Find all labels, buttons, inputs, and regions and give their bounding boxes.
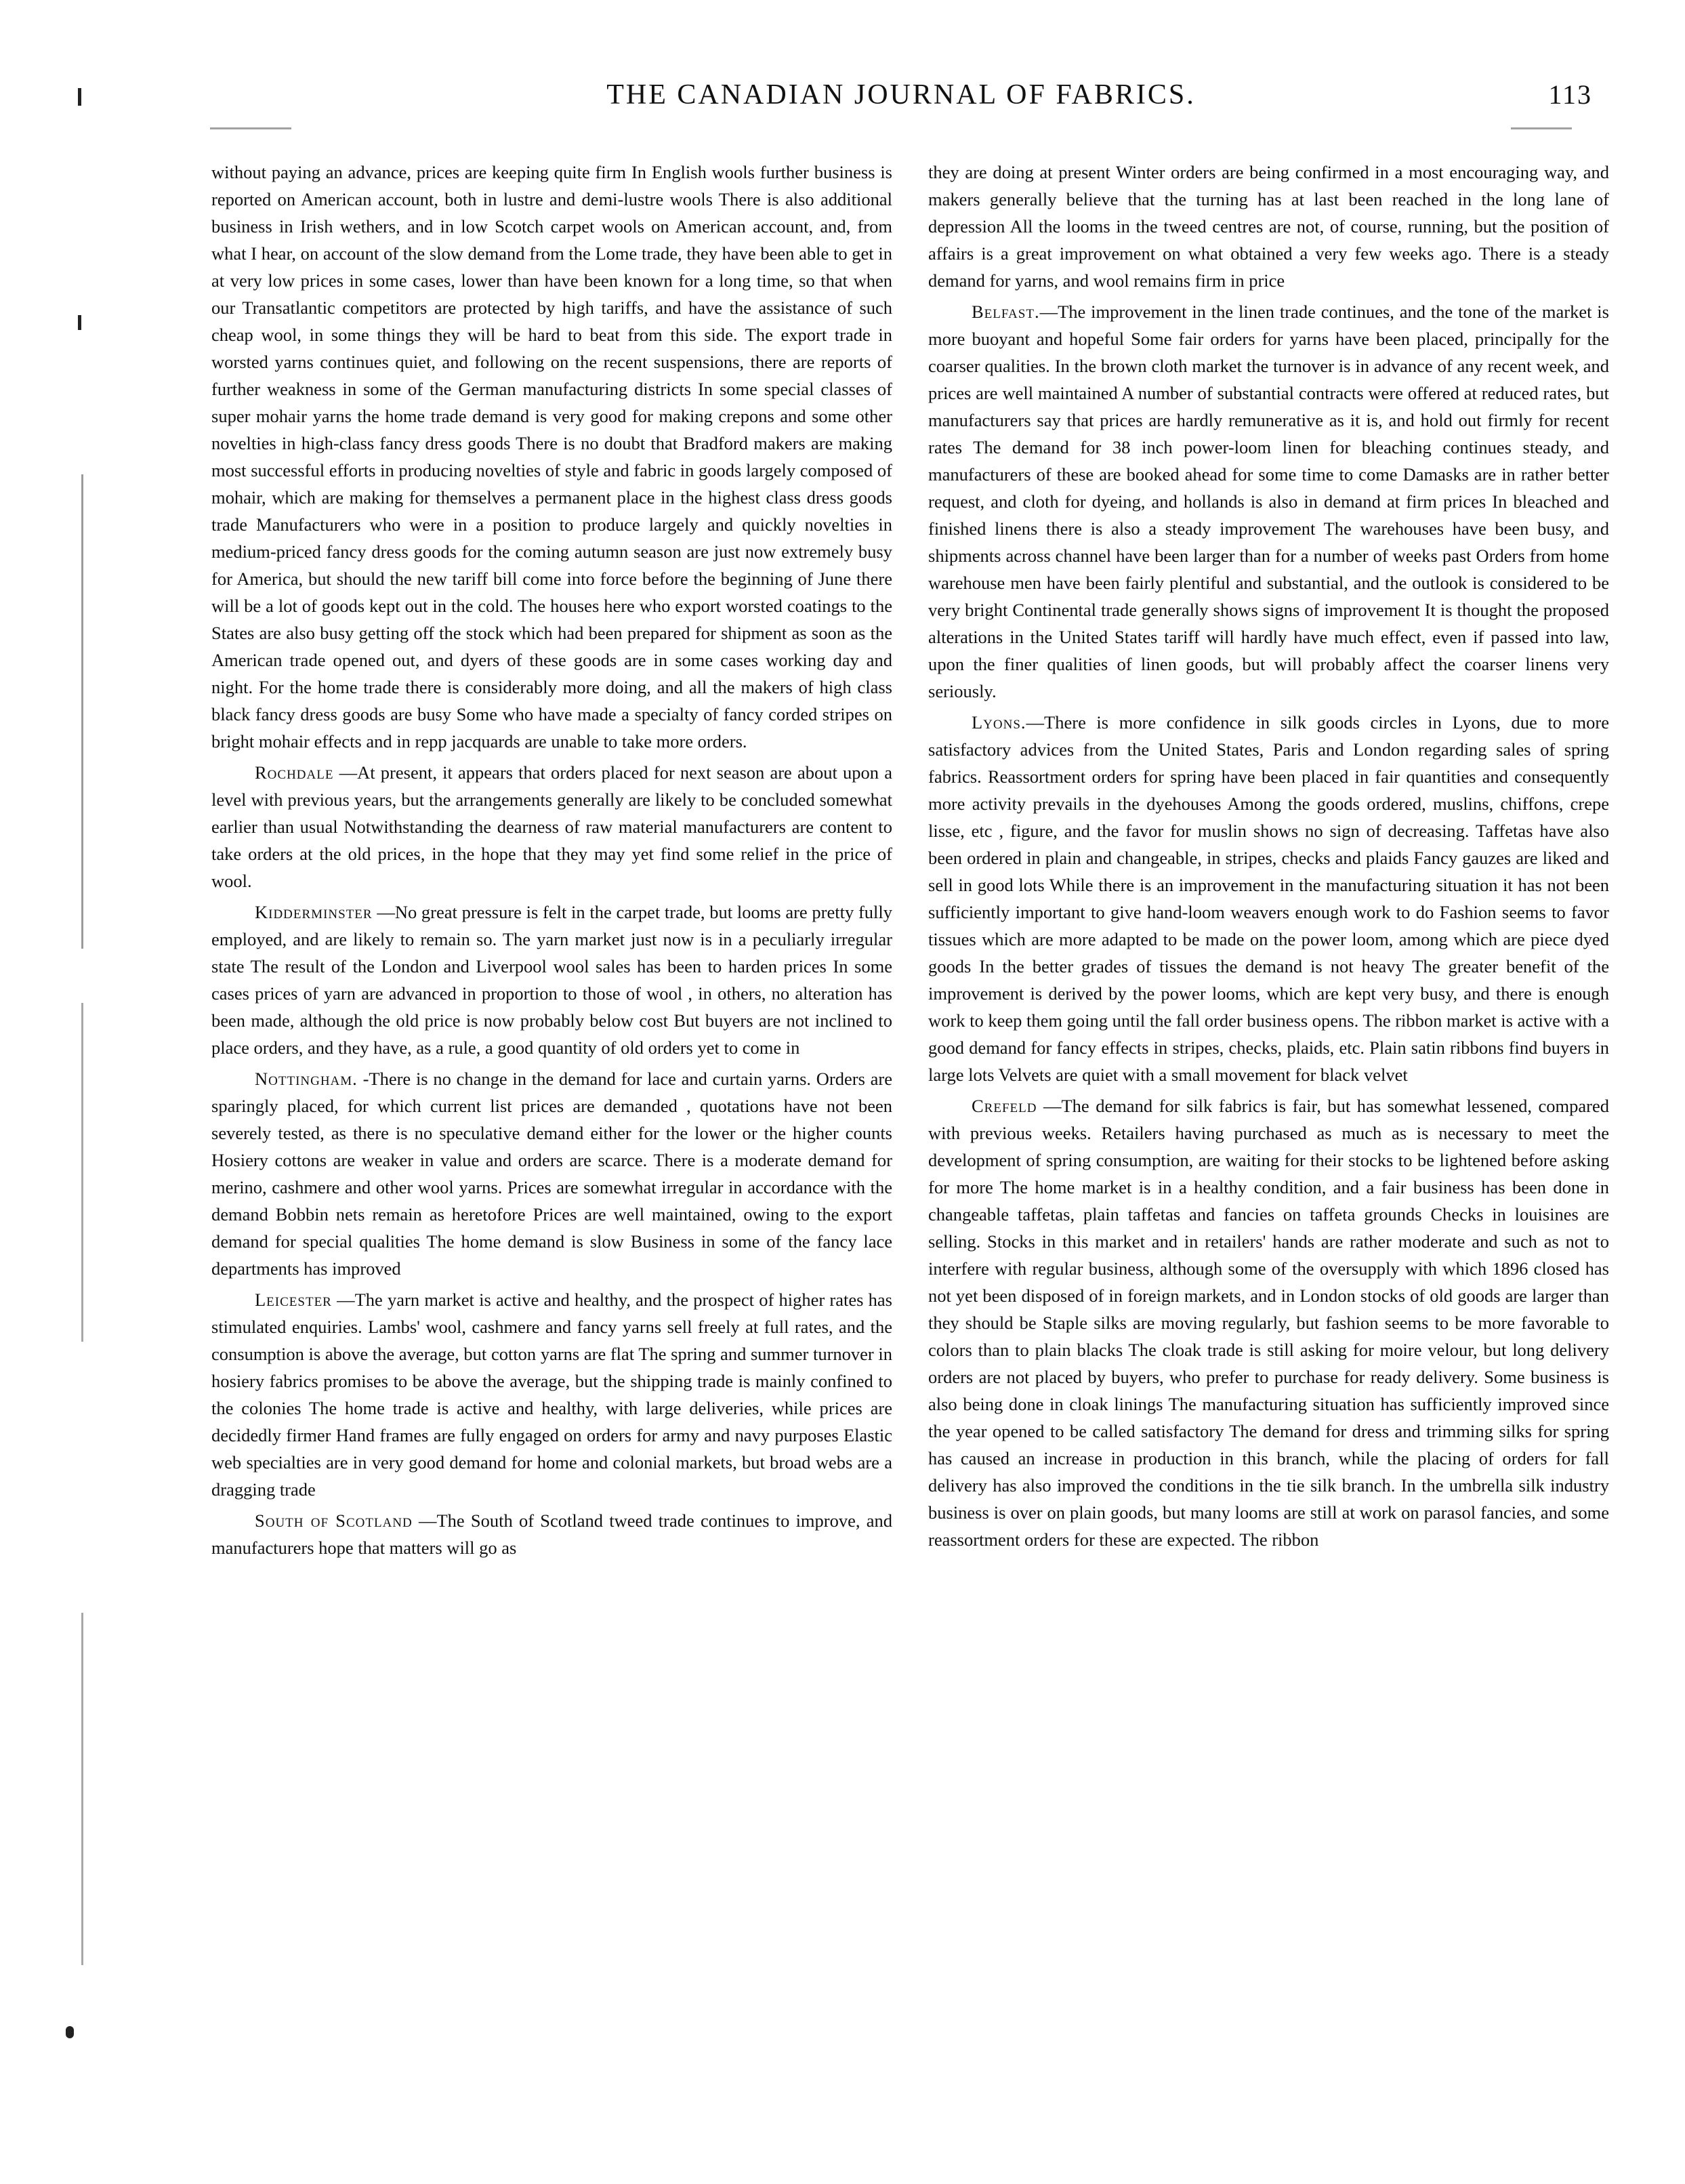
- paragraph-text: —The yarn market is active and healthy, and the prospect of higher rates has stimulated enquiries. Lambs' wool, cashmere and fancy yarns sell freely at full rates, and the consumption is above the average, but cotton yarns are flat The spring and summer turnover in hosiery fabrics promises to be above the average, but the shipping trade is mainly confined to the colonies The home trade is active and healthy, with large deliveries, while prices are decidedly firmer Hand frames are fully engaged on orders for army and navy purposes Elastic web specialties are in very good demand for home and colonial markets, but broad webs are a dragging trade: [211, 1290, 892, 1500]
- paragraph-text: -There is no change in the demand for lace and curtain yarns. Orders are sparingly placed, for which current list prices are demanded , quotations have not been severely tested, as there is no speculative demand either for the lower or the higher counts Hosiery cottons are weaker in value and orders are scarce. There is a moderate demand for merino, cashmere and other wool yarns. Prices are somewhat irregular in accordance with the demand Bobbin nets remain as heretofore Prices are well maintained, owing to the export demand for special qualities The home demand is slow Business in some of the fancy lace departments has improved: [211, 1069, 892, 1279]
- margin-mark: [81, 1003, 83, 1342]
- place-heading: Rochdale: [255, 762, 334, 783]
- paragraph-text: without paying an advance, prices are keeping quite firm In English wools further business is reported on American account, both in lustre and demi-lustre wools There is also additional business in Irish wethers, and in low Scotch carpet wools on American account, and, from what I hear, on account of the slow demand from the Lome trade, they have been able to get in at very low prices in some cases, lower than have been known for a long time, so that when our Transatlantic competitors are protected by high tariffs, and have the assistance of such cheap wool, in some things they will be hard to beat from this side. The export trade in worsted yarns continues quiet, and following on the recent suspensions, there are reports of further weakness in some of the German manufacturing districts In some special classes of super mohair yarns the home trade demand is very good for making crepons and some other novelties in high-class fancy dress goods There is no doubt that Bradford makers are making most successful efforts in producing novelties of style and fabric in goods largely composed of mohair, which are making for themselves a permanent place in the highest class dress goods trade Manufacturers who were in a position to produce largely and quickly novelties in medium-priced fancy dress goods for the coming autumn season are just now extremely busy for America, but should the new tariff bill come into force before the beginning of June there will be a lot of goods kept out in the cold. The houses here who export worsted coatings to the States are also busy getting off the stock which had been prepared for shipment as soon as the American trade opened out, and dyers of these goods are in some cases working day and night. For the home trade there is considerably more doing, and all the makers of high class black fancy dress goods are busy Some who have made a specialty of fancy corded stripes on bright mohair effects and in repp jacquards are unable to take more orders.: [211, 162, 892, 751]
- page-header: [210, 79, 1592, 119]
- paragraph-text: —There is more confidence in silk goods circles in Lyons, due to more satisfactory advices from the United States, Paris and London regarding sales of spring fabrics. Reassortment orders for spring have been placed in fair quantities and consequently more activity prevails in the dyehouses Among the goods ordered, muslins, chiffons, crepe lisse, etc , figure, and the favor for muslin shows no sign of decreasing. Taffetas have also been ordered in plain and changeable, in stripes, checks and plaids Fancy gauzes are liked and sell in good lots While there is an improvement in the manufacturing situation it has not been sufficiently important to give hand-loom weavers enough work to do Fashion seems to favor tissues which are more adapted to be made on the power loom, among which are piece dyed goods In the better grades of tissues the demand is not heavy The greater benefit of the improvement is derived by the power looms, which are kept very busy, and there is enough work to keep them going until the fall order business opens. The ribbon market is active with a good demand for fancy effects in stripes, checks, plaids, etc. Plain satin ribbons find buyers in large lots Velvets are quiet with a small movement for black velvet: [928, 712, 1609, 1085]
- margin-mark: [78, 315, 81, 330]
- paragraph-text: —At present, it appears that orders placed for next season are about upon a level with previous years, but the arrangements generally are likely to be concluded somewhat earlier than usual Notwithstanding the dearness of raw material manufacturers are content to take orders at the old prices, in the hope that they may yet find some relief in the price of wool.: [211, 762, 892, 891]
- paragraph-text: —No great pressure is felt in the carpet trade, but looms are pretty fully employed, and are likely to remain so. The yarn market just now is in a peculiarly irregular state The result of the London and Liverpool wool sales has been to harden prices In some cases prices of yarn are advanced in proportion to those of wool , in others, no alteration has been made, although the old price is now probably below cost But buyers are not inclined to place orders, and they have, as a rule, a good quantity of old orders yet to come in: [211, 902, 892, 1058]
- paragraph-south-of-scotland: [211, 1507, 892, 1561]
- place-heading: Nottingham.: [255, 1069, 358, 1089]
- margin-mark: [66, 2026, 74, 2038]
- paragraph: [928, 159, 1609, 294]
- paragraph-nottingham: [211, 1065, 892, 1282]
- paragraph-crefeld: [928, 1092, 1609, 1553]
- place-heading: Belfast.: [972, 302, 1040, 322]
- page-number: 113: [1548, 79, 1592, 110]
- paragraph-text: they are doing at present Winter orders are being confirmed in a most encouraging way, and makers generally believe that the turning has at last been reached in the long lane of depression All the looms in the tweed centres are not, of course, running, but the position of affairs is a great improvement on what obtained a very few weeks ago. There is a steady demand for yarns, and wool remains firm in price: [928, 162, 1609, 291]
- left-column: [211, 159, 892, 1565]
- paragraph-belfast: [928, 298, 1609, 705]
- margin-mark: [81, 474, 83, 949]
- place-heading: Leicester: [255, 1290, 332, 1310]
- paragraph: [211, 159, 892, 755]
- margin-mark: [81, 1613, 83, 1965]
- right-column: [928, 159, 1609, 1557]
- header-rule-right: [1511, 127, 1572, 129]
- paragraph-rochdale: [211, 759, 892, 894]
- margin-mark: [78, 88, 81, 106]
- paragraph-lyons: [928, 709, 1609, 1088]
- paragraph-text: —The South of Scotland tweed trade continues to improve, and manufacturers hope that matters will go as: [211, 1510, 892, 1558]
- place-heading: Lyons.: [972, 712, 1026, 733]
- place-heading: Kidderminster: [255, 902, 373, 922]
- place-heading: Crefeld: [972, 1096, 1037, 1116]
- paragraph-text: —The improvement in the linen trade continues, and the tone of the market is more buoyant and hopeful Some fair orders for yarns have been placed, principally for the coarser qualities. In the brown cloth market the turnover is in advance of any recent week, and prices are well maintained A number of substantial contracts were offered at reduced rates, but manufacturers say that prices are hardly remunerative as it is, and hold out firmly for recent rates The demand for 38 inch power-loom linen for bleaching continues steady, and manufacturers of these are booked ahead for some time to come Damasks are in rather better request, and cloth for dyeing, and hollands is also in demand at firm prices In bleached and finished linens there is also a steady improvement The warehouses have been busy, and shipments across channel have been larger than for a number of weeks past Orders from home warehouse men have been fairly plentiful and substantial, and the outlook is considered to be very bright Continental trade generally shows signs of improvement It is thought the proposed alterations in the United States tariff will hardly have much effect, even if passed into law, upon the finer qualities of linen goods, but will probably affect the coarser linens very seriously.: [928, 302, 1609, 701]
- paragraph-text: —The demand for silk fabrics is fair, but has somewhat lessened, compared with previous weeks. Retailers having purchased as much as is necessary to meet the development of spring consumption, are waiting for their stocks to be lightened before asking for more The home market is in a healthy condition, and a fair business has been done in changeable taffetas, plain taffetas and fancies on taffeta grounds Checks in louisines are selling. Stocks in this market and in retailers' hands are rather moderate and such as not to interfere with regular business, although some of the oversupply with which 1896 closed has not yet been disposed of in foreign markets, and in London stocks of old goods are larger than they should be Staple silks are moving regularly, but fashion seems to be more favorable to colors than to plain blacks The cloak trade is still asking for moire velour, but long delivery orders are not placed by buyers, who prefer to purchase for ready delivery. Some business is also being done in cloak linings The manufacturing situation has sufficiently improved since the year opened to be called satisfactory The demand for dress and trimming silks for spring has caused an increase in production in this branch, while the placing of orders for fall delivery has also improved the conditions in the tie silk branch. In the umbrella silk industry business is over on plain goods, but many looms are still at work on parasol fancies, and some reassortment orders for these are expected. The ribbon: [928, 1096, 1609, 1550]
- journal-title: THE CANADIAN JOURNAL OF FABRICS.: [606, 79, 1196, 110]
- place-heading: South of Scotland: [255, 1510, 413, 1531]
- paragraph-leicester: [211, 1286, 892, 1503]
- paragraph-kidderminster: [211, 899, 892, 1061]
- header-rule-left: [210, 127, 291, 129]
